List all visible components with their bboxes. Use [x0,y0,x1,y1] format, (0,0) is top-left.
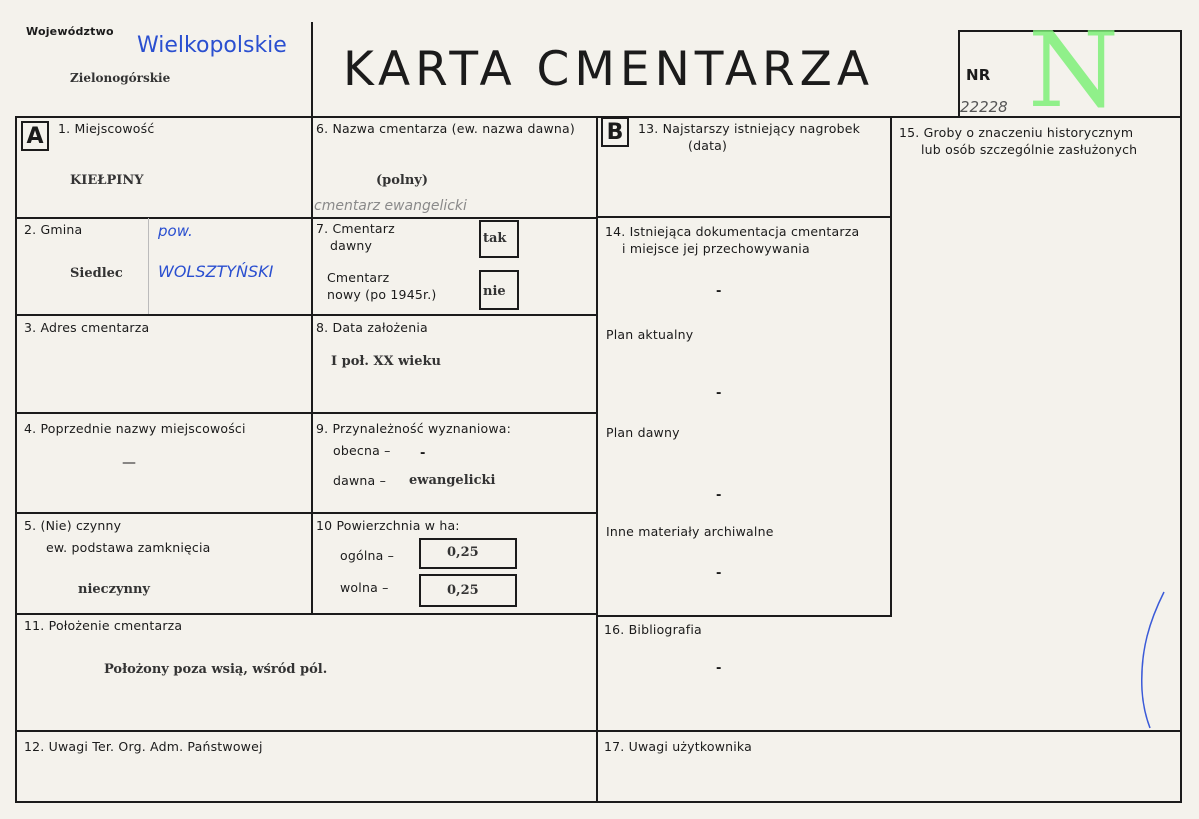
field-7-label-1: 7. Cmentarz [316,221,395,236]
field-7-label-3: Cmentarz [327,270,390,285]
field-6-handwritten: cmentarz ewangelicki [314,198,467,214]
column-divider-1 [311,116,313,614]
field-16-label: 16. Bibliografia [604,622,702,637]
field-6-label: 6. Nazwa cmentarza (ew. nazwa dawna) [316,121,575,136]
field-5-value: nieczynny [78,582,150,597]
field-16-value: - [716,661,722,676]
row-line-b2 [596,615,892,617]
plan-dawny-label: Plan dawny [606,425,680,440]
field-10-ogolna-value: 0,25 [447,545,479,560]
field-15-label-1: 15. Groby o znaczeniu historycznym [899,125,1134,140]
field-11-label: 11. Położenie cmentarza [24,618,183,633]
field-13-label-1: 13. Najstarszy istniejący nagrobek [638,121,861,136]
field-2-divider [148,218,149,314]
field-2-value: Siedlec [70,266,123,281]
page-title: KARTA CMENTARZA [343,42,874,97]
field-8-value: I poł. XX wieku [331,354,441,369]
field-17-label: 17. Uwagi użytkownika [604,739,752,754]
field-15-label-2: lub osób szczególnie zasłużonych [921,142,1138,157]
field-4-value: — [122,455,137,471]
field-10-wolna-label: wolna – [340,580,389,595]
field-1-value: KIEŁPINY [70,173,144,188]
wojewodztwo-handwritten: Wielkopolskie [137,33,287,58]
field-12-label: 12. Uwagi Ter. Org. Adm. Państwowej [24,739,263,754]
wojewodztwo-typed: Zielonogórskie [70,71,171,85]
field-14-label-1: 14. Istniejąca dokumentacja cmentarza [605,224,860,239]
inne-value: - [716,566,722,581]
field-5-label-1: 5. (Nie) czynny [24,518,122,533]
field-6-value: (polny) [376,173,429,188]
nr-stamp: N [1028,9,1119,131]
plan-dawny-value: - [716,488,722,503]
field-2-label: 2. Gmina [24,222,83,237]
field-7-label-2: dawny [330,238,373,253]
field-9-dawna-label: dawna – [333,473,387,488]
field-1-label: 1. Miejscowość [58,121,155,136]
field-11-value: Położony poza wsią, wśród pól. [104,662,328,677]
field-4-label: 4. Poprzednie nazwy miejscowości [24,421,246,436]
field-10-wolna-value: 0,25 [447,583,479,598]
nr-label: NR [966,66,991,84]
section-a-letter: A [21,121,49,151]
field-3-label: 3. Adres cmentarza [24,320,150,335]
row-line-a3 [15,412,598,414]
plan-aktualny-label: Plan aktualny [606,327,694,342]
section-b-letter: B [601,117,629,147]
outer-bottom-border [15,801,1182,803]
field-5-label-2: ew. podstawa zamknięcia [46,540,211,555]
row-line-a1 [15,217,598,219]
field-2-handwritten-1: pow. [158,222,193,240]
row-line-a5 [15,613,598,615]
pen-stroke [1120,590,1170,730]
field-8-label: 8. Data założenia [316,320,428,335]
field-10-ogolna-label: ogólna – [340,548,395,563]
field-14-value: - [716,284,722,299]
outer-left-border [15,117,17,802]
outer-right-border [1180,30,1182,802]
column-divider-3 [890,116,892,616]
row-line-a2 [15,314,598,316]
field-2-handwritten-2: WOLSZTYŃSKI [158,262,274,281]
field-7-label-4: nowy (po 1945r.) [327,287,437,302]
row-line-c1 [15,730,1182,732]
field-7-value-1: tak [483,231,507,246]
field-14-label-2: i miejsce jej przechowywania [622,241,810,256]
field-9-obecna-value: - [420,446,426,461]
field-10-label: 10 Powierzchnia w ha: [316,518,460,533]
header-divider-left [311,22,313,118]
nr-value: 22228 [960,98,1008,116]
field-9-obecna-label: obecna – [333,443,391,458]
plan-aktualny-value: - [716,386,722,401]
field-9-dawna-value: ewangelicki [409,473,496,488]
wojewodztwo-label: Województwo [26,25,114,38]
row-line-a4 [15,512,598,514]
field-9-label: 9. Przynależność wyznaniowa: [316,421,512,436]
row-line-b1 [596,216,892,218]
field-13-label-2: (data) [688,138,728,153]
field-7-value-2: nie [483,284,506,299]
inne-label: Inne materiały archiwalne [606,524,774,539]
